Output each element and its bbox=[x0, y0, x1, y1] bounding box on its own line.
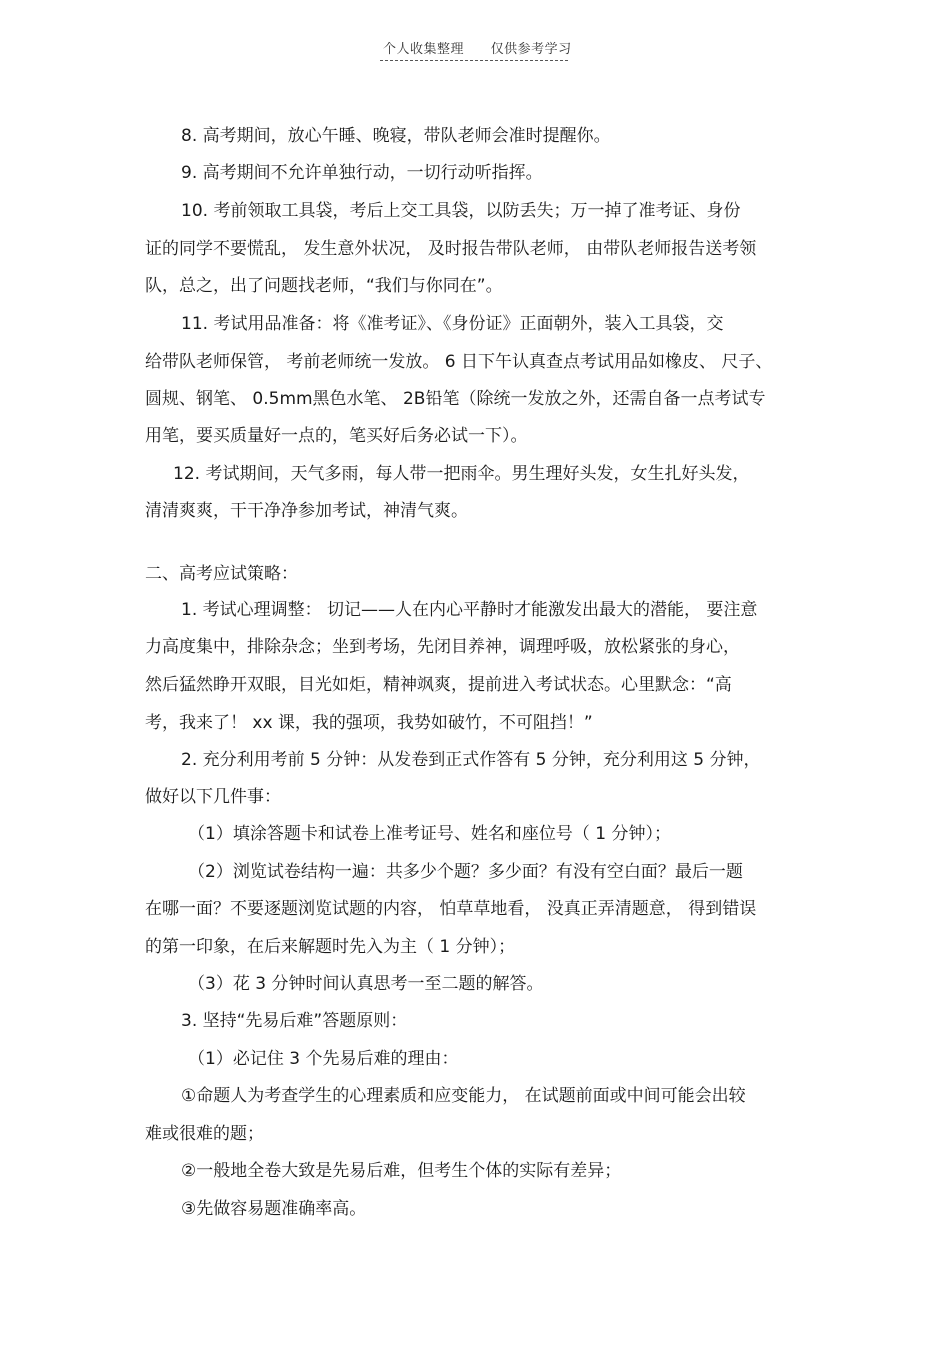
strategy-3-sub-1: （1）必记住 3 个先易后难的理由： bbox=[188, 1049, 459, 1069]
section-heading: 二、高考应试策略： bbox=[145, 564, 298, 584]
list-item-11-line-3: 圆规、钢笔、 0.5mm黑色水笔、 2B铅笔（除统一发放之外，还需自备一点考试专 bbox=[145, 389, 766, 409]
list-item-8: 8. 高考期间，放心午睡、晚寝，带队老师会准时提醒你。 bbox=[181, 126, 611, 146]
reason-1-line-2: 难或很难的题； bbox=[145, 1124, 264, 1144]
strategy-2-sub-2-line-2: 在哪一面？不要逐题浏览试题的内容， 怕草草地看， 没真正弄清题意， 得到错误 bbox=[145, 899, 757, 919]
reason-3: ③先做容易题准确率高。 bbox=[181, 1199, 367, 1219]
strategy-2-line-2: 做好以下几件事： bbox=[145, 787, 281, 807]
strategy-2-sub-2-line-3: 的第一印象，在后来解题时先入为主（ 1 分钟）； bbox=[145, 937, 516, 957]
header-left-text: 个人收集整理 bbox=[383, 42, 465, 57]
strategy-1-line-4: 考，我来了！ xx 课，我的强项，我势如破竹，不可阻挡！” bbox=[145, 713, 593, 733]
list-item-11-line-1: 11. 考试用品准备：将《准考证》、《身份证》正面朝外，装入工具袋，交 bbox=[181, 314, 724, 334]
reason-2: ②一般地全卷大致是先易后难，但考生个体的实际有差异； bbox=[181, 1161, 622, 1181]
strategy-2-line-1: 2. 充分利用考前 5 分钟：从发卷到正式作答有 5 分钟，充分利用这 5 分钟， bbox=[181, 750, 761, 770]
reason-1-line-1: ①命题人为考查学生的心理素质和应变能力， 在试题前面或中间可能会出较 bbox=[181, 1086, 746, 1106]
strategy-2-sub-1: （1）填涂答题卡和试卷上准考证号、姓名和座位号（ 1 分钟）； bbox=[188, 824, 671, 844]
list-item-10-line-2: 证的同学不要慌乱， 发生意外状况， 及时报告带队老师， 由带队老师报告送考领 bbox=[145, 239, 757, 259]
header-right-text: 仅供参考学习 bbox=[490, 42, 572, 57]
list-item-12-line-1: 12. 考试期间，天气多雨，每人带一把雨伞。男生理好头发，女生扎好头发， bbox=[173, 464, 750, 484]
page-header bbox=[380, 38, 572, 61]
strategy-3-line-1: 3. 坚持“先易后难”答题原则： bbox=[181, 1011, 408, 1031]
list-item-10-line-3: 队，总之，出了问题找老师，“我们与你同在”。 bbox=[145, 276, 503, 296]
strategy-1-line-1: 1. 考试心理调整： 切记——人在内心平静时才能激发出最大的潜能， 要注意 bbox=[181, 600, 758, 620]
strategy-2-sub-2-line-1: （2）浏览试卷结构一遍：共多少个题？多少面？有没有空白面？最后一题 bbox=[188, 862, 743, 882]
list-item-11-line-2: 给带队老师保管， 考前老师统一发放。 6 日下午认真查点考试用品如橡皮、 尺子、 bbox=[145, 352, 773, 372]
list-item-10-line-1: 10. 考前领取工具袋，考后上交工具袋，以防丢失；万一掉了准考证、身份 bbox=[181, 201, 741, 221]
list-item-9: 9. 高考期间不允许单独行动，一切行动听指挥。 bbox=[181, 163, 543, 183]
list-item-11-line-4: 用笔，要买质量好一点的，笔买好后务必试一下）。 bbox=[145, 426, 528, 446]
list-item-12-line-2: 清清爽爽，干干净净参加考试，神清气爽。 bbox=[145, 501, 468, 521]
strategy-2-sub-3: （3）花 3 分钟时间认真思考一至二题的解答。 bbox=[188, 974, 544, 994]
strategy-1-line-2: 力高度集中，排除杂念；坐到考场，先闭目养神，调理呼吸，放松紧张的身心， bbox=[145, 637, 740, 657]
strategy-1-line-3: 然后猛然睁开双眼，目光如炬，精神飒爽，提前进入考试状态。心里默念：“高 bbox=[145, 675, 732, 695]
